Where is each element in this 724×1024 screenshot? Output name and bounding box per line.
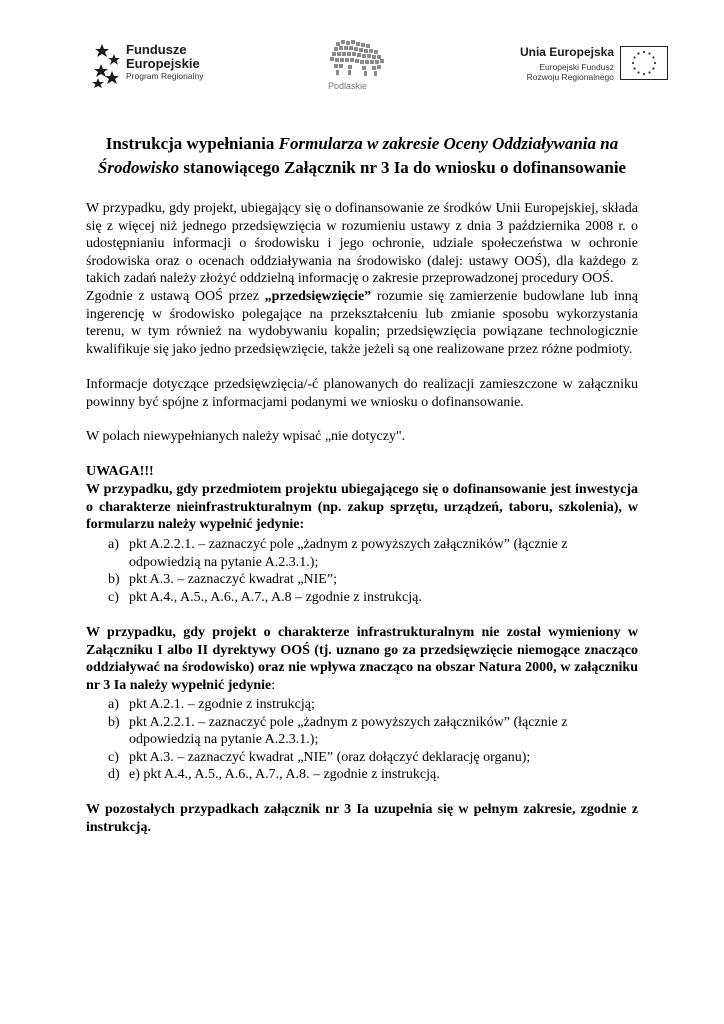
intro-paragraph-3: Informacje dotyczące przedsięwzięcia/-ć planowanych do realizacji zamieszczone w załączniku powinny być spójne z informacjami podanymi we wniosku o dofinansowanie. — [86, 377, 638, 410]
intro-paragraph-2 — [86, 288, 638, 358]
warning-list-1 — [86, 536, 638, 606]
document-title — [86, 132, 638, 180]
list-marker: b) — [108, 572, 120, 587]
bison-icon — [326, 38, 388, 82]
fundusze-logo-line1: Fundusze — [126, 42, 187, 57]
list-item-text: e) pkt A.4., A.5., A.6., A.7., A.8. – zgodnie z instrukcją. — [129, 767, 440, 782]
list-marker: a) — [108, 537, 119, 552]
przedsiewziecie-text-before: Zgodnie z ustawą OOŚ przez — [86, 289, 265, 304]
intro-paragraph-4: W polach niewypełnianych należy wpisać „nie dotyczy". — [86, 429, 406, 444]
podlaskie-logo — [326, 38, 388, 94]
list-marker: d) — [108, 767, 120, 782]
warning-paragraph-1: W przypadku, gdy przedmiotem projektu ubiegającego się o dofinansowanie jest inwestycja o charakterze nieinfrastrukturalnym (np. zakup sprzętu, urządzeń, taboru, szkolenia), w formularzu należy wypełnić jedynie: — [86, 482, 638, 532]
list-item — [86, 571, 638, 589]
warning-paragraph-2-text: W przypadku, gdy projekt o charakterze infrastrukturalnym nie został wymieniony w Załączniku I albo II dyrektywy OOŚ (tj. uznano go za przedsięwzięcie niemogące znacząco oddziaływać na środowisko) oraz nie wpływa znacząco na obszar Natura 2000, w załączniku nr 3 Ia należy wypełnić jedynie — [86, 625, 638, 693]
list-item-text: pkt A.2.2.1. – zaznaczyć pole „żadnym z powyższych załączników” (łącznie z odpowiedzią na pytanie A.2.3.1.); — [129, 714, 568, 747]
eu-logo-line1: Unia Europejska — [519, 45, 614, 59]
list-marker: c) — [108, 749, 119, 765]
title-italic-part: Formularza w zakresie Oceny Oddziaływania na Środowisko — [97, 134, 619, 177]
warning-paragraph-2-colon: : — [271, 677, 276, 693]
list-marker: a) — [108, 697, 119, 712]
list-item-text: pkt A.2.1. – zgodnie z instrukcją; — [129, 697, 315, 712]
list-item — [86, 749, 638, 767]
closing-paragraph: W pozostałych przypadkach załącznik nr 3 Ia uzupełnia się w pełnym zakresie, zgodnie z instrukcją. — [86, 802, 638, 835]
eu-logo-line3: Rozwoju Regionalnego — [526, 71, 614, 82]
list-marker: c) — [108, 589, 119, 605]
warning-list-2 — [86, 696, 638, 784]
list-item-text: pkt A.3. – zaznaczyć kwadrat „NIE”; — [129, 572, 337, 587]
unia-europejska-logo — [508, 46, 668, 90]
podlaskie-logo-label: Podlaskie — [328, 81, 368, 91]
eu-flag-icon — [620, 46, 668, 80]
list-item — [86, 536, 638, 571]
warning-paragraph-2 — [86, 624, 638, 694]
warning-heading: UWAGA!!! — [86, 464, 154, 479]
przedsiewziecie-text-after: rozumie się zamierzenie budowlane lub inną ingerencję w środowisko polegające na przekształceniu lub zmianie sposobu wykorzystania terenu, w tym również na wydobywaniu kopalin; przedsięwzięcia powiązane technologicznie kwalifikuje się jako jedno przedsięwzięcie, także jeżeli są one realizowane przez różne podmioty. — [86, 289, 638, 357]
fundusze-stars-icon — [92, 44, 122, 88]
title-part1: Instrukcja wypełniania — [105, 134, 279, 153]
title-part3: stanowiącego Załącznik nr 3 Ia do wniosku o dofinansowanie — [179, 158, 627, 177]
list-item — [86, 714, 638, 749]
intro-paragraph-1: W przypadku, gdy projekt, ubiegający się o dofinansowanie ze środków Unii Europejskiej, składa się z więcej niż jednego przedsięwzięcia w rozumieniu ustawy z dnia 3 października 2008 r. o udostępnianiu informacji o środowisku i jego ochronie, udziale społeczeństwa w ochronie środowiska oraz o ocenach oddziaływania na środowisko (dalej: ustawy OOŚ), dla każdego z takich zadań należy złożyć oddzielną informację o zakresie przeprowadzonej procedury OOŚ. — [86, 201, 638, 286]
eu-logo-line2: Europejski Fundusz — [539, 61, 614, 72]
list-item-text: pkt A.2.2.1. – zaznaczyć pole „żadnym z powyższych załączników” (łącznie z odpowiedzią na pytanie A.2.3.1.); — [129, 537, 568, 570]
fundusze-europejskie-logo — [92, 43, 242, 89]
list-item-text: pkt A.4., A.5., A.6., A.7., A.8 – zgodnie z instrukcją. — [129, 589, 422, 605]
fundusze-logo-line2: Europejskie — [126, 55, 200, 71]
list-item — [86, 589, 638, 607]
list-item — [86, 696, 638, 714]
list-item — [86, 766, 638, 784]
list-item-text: pkt A.3. – zaznaczyć kwadrat „NIE” (oraz dołączyć deklarację organu); — [129, 749, 531, 765]
fundusze-logo-line3: Program Regionalny — [126, 71, 204, 82]
list-marker: b) — [108, 714, 120, 730]
przedsiewziecie-term: „przedsięwzięcie” — [264, 289, 372, 304]
